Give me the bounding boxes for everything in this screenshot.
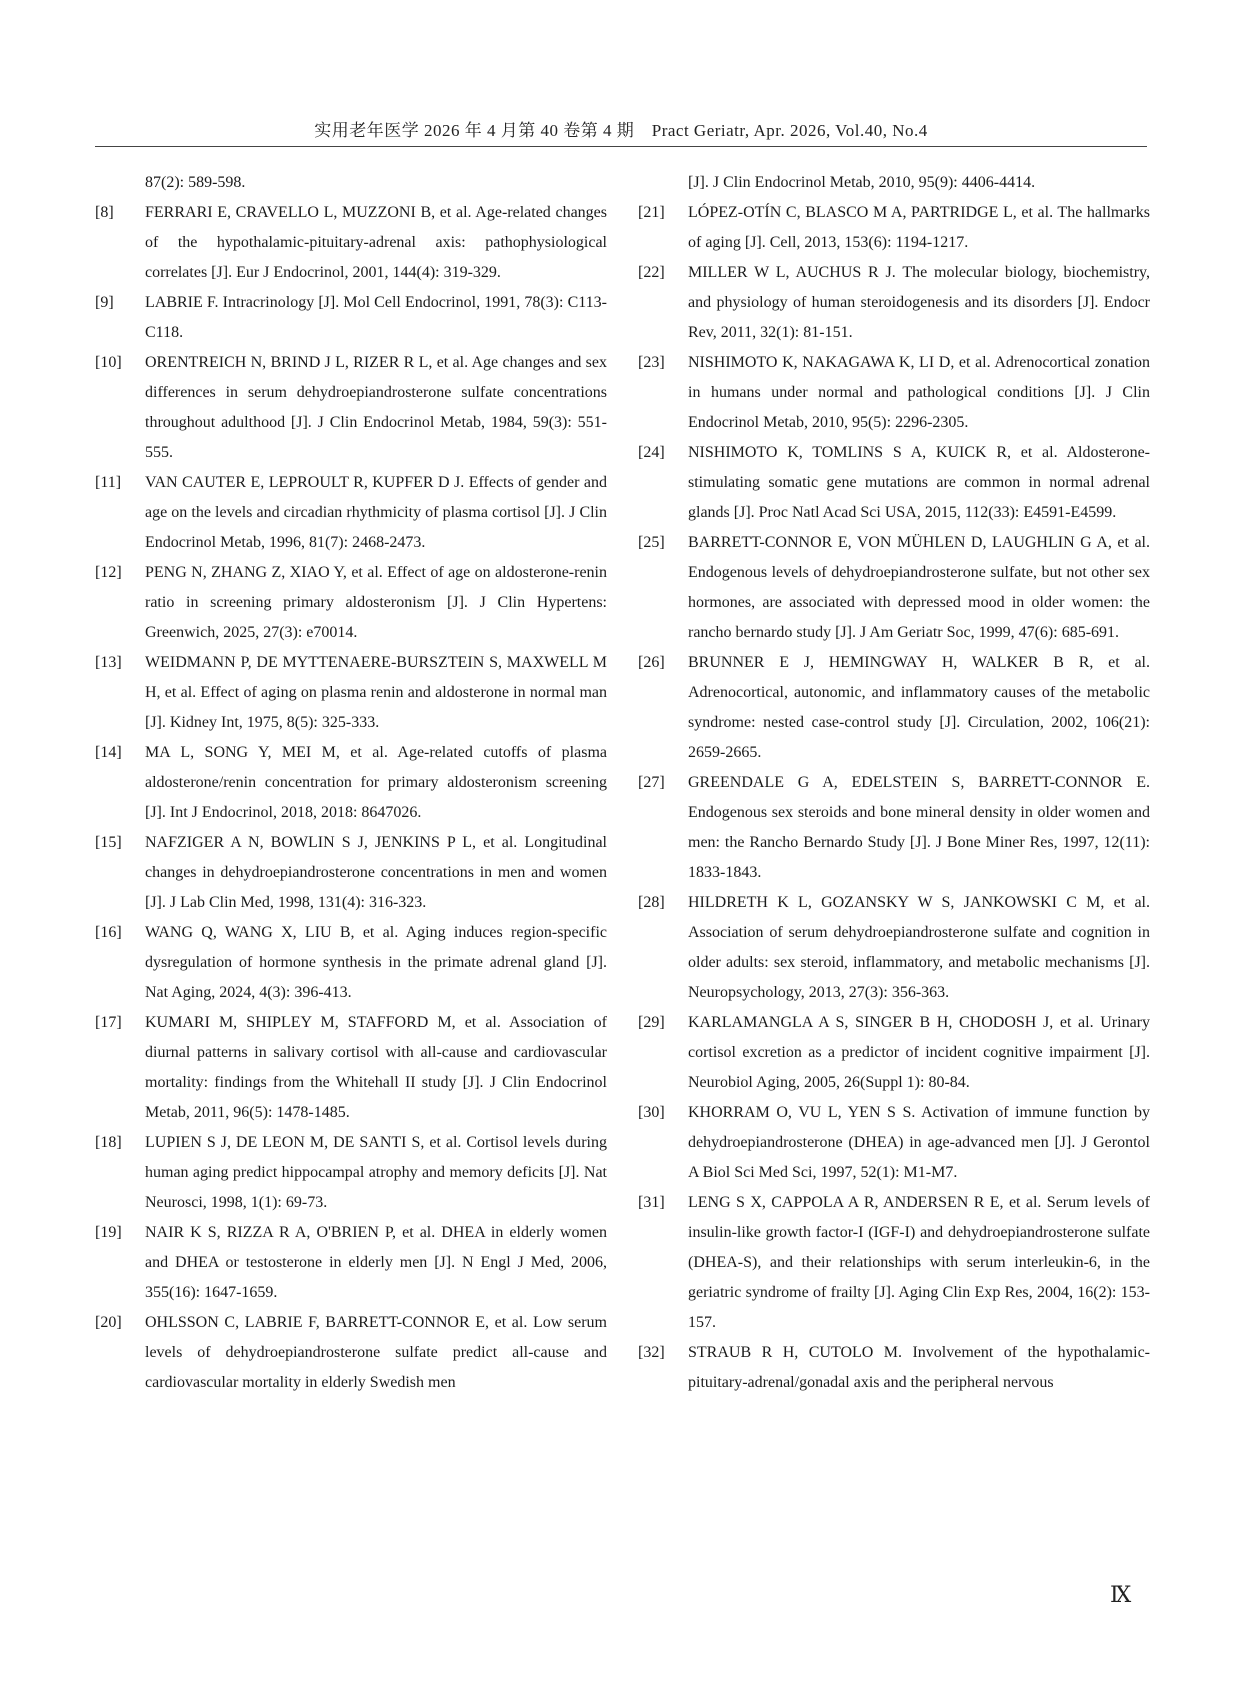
reference-text: MA L, SONG Y, MEI M, et al. Age-related cutoffs of plasma aldosterone/renin concentration for primary aldosteronism screening [J]. Int J Endocrinol, 2018, 2018: 8647026.	[145, 744, 607, 821]
reference-text: OHLSSON C, LABRIE F, BARRETT-CONNOR E, et al. Low serum levels of dehydroepiandrosterone sulfate predict all-cause and cardiovascular mortality in elderly Swedish men	[145, 1314, 607, 1391]
reference-entry	[638, 348, 1150, 438]
reference-entry	[95, 1008, 607, 1128]
reference-number: [13]	[95, 654, 122, 671]
reference-entry	[638, 1338, 1150, 1398]
reference-text: BRUNNER E J, HEMINGWAY H, WALKER B R, et al. Adrenocortical, autonomic, and inflammatory causes of the metabolic syndrome: nested case-control study [J]. Circulation, 2002, 106(21): 2659-2665.	[688, 654, 1150, 761]
reference-entry	[638, 1098, 1150, 1188]
right-column	[638, 168, 1150, 1398]
reference-entry	[638, 1188, 1150, 1338]
reference-number: [22]	[638, 264, 665, 281]
reference-text: 87(2): 589-598.	[145, 174, 246, 191]
reference-text: KHORRAM O, VU L, YEN S S. Activation of immune function by dehydroepiandrosterone (DHEA) in age-advanced men [J]. J Gerontol A Biol Sci Med Sci, 1997, 52(1): M1-M7.	[688, 1104, 1150, 1181]
reference-text: LÓPEZ-OTÍN C, BLASCO M A, PARTRIDGE L, et al. The hallmarks of aging [J]. Cell, 2013, 153(6): 1194-1217.	[688, 204, 1150, 251]
reference-text: KUMARI M, SHIPLEY M, STAFFORD M, et al. Association of diurnal patterns in salivary cortisol with all-cause and cardiovascular mortality: findings from the Whitehall II study [J]. J Clin Endocrinol Metab, 2011, 96(5): 1478-1485.	[145, 1014, 607, 1121]
reference-entry	[638, 198, 1150, 258]
reference-text: NAIR K S, RIZZA R A, O'BRIEN P, et al. DHEA in elderly women and DHEA or testosterone in elderly men [J]. N Engl J Med, 2006, 355(16): 1647-1659.	[145, 1224, 607, 1301]
reference-entry	[95, 918, 607, 1008]
reference-entry	[95, 288, 607, 348]
reference-text: ORENTREICH N, BRIND J L, RIZER R L, et al. Age changes and sex differences in serum dehydroepiandrosterone sulfate concentrations throughout adulthood [J]. J Clin Endocrinol Metab, 1984, 59(3): 551-555.	[145, 354, 607, 461]
reference-text: [J]. J Clin Endocrinol Metab, 2010, 95(9): 4406-4414.	[688, 174, 1036, 191]
reference-number: [14]	[95, 744, 122, 761]
reference-entry	[638, 258, 1150, 348]
reference-entry	[638, 1008, 1150, 1098]
reference-number: [17]	[95, 1014, 122, 1031]
reference-number: [11]	[95, 474, 122, 491]
reference-text: STRAUB R H, CUTOLO M. Involvement of the hypothalamic-pituitary-adrenal/gonadal axis and the peripheral nervous	[688, 1344, 1150, 1391]
reference-number: [16]	[95, 924, 122, 941]
reference-number: [24]	[638, 444, 665, 461]
reference-number: [9]	[95, 294, 114, 311]
reference-number: [23]	[638, 354, 665, 371]
page-number: Ⅸ	[1110, 1582, 1132, 1607]
reference-entry	[95, 168, 607, 198]
reference-entry	[95, 1128, 607, 1218]
reference-text: FERRARI E, CRAVELLO L, MUZZONI B, et al. Age-related changes of the hypothalamic-pituitary-adrenal axis: pathophysiological correlates [J]. Eur J Endocrinol, 2001, 144(4): 319-329.	[145, 204, 607, 281]
reference-entry	[95, 828, 607, 918]
reference-number: [28]	[638, 894, 665, 911]
reference-text: NISHIMOTO K, TOMLINS S A, KUICK R, et al. Aldosterone-stimulating somatic gene mutations are common in normal adrenal glands [J]. Proc Natl Acad Sci USA, 2015, 112(33): E4591-E4599.	[688, 444, 1150, 521]
reference-entry	[638, 648, 1150, 768]
reference-number: [29]	[638, 1014, 665, 1031]
reference-number: [18]	[95, 1134, 122, 1151]
reference-number: [26]	[638, 654, 665, 671]
reference-text: PENG N, ZHANG Z, XIAO Y, et al. Effect of age on aldosterone-renin ratio in screening primary aldosteronism [J]. J Clin Hypertens: Greenwich, 2025, 27(3): e70014.	[145, 564, 607, 641]
reference-text: WEIDMANN P, DE MYTTENAERE-BURSZTEIN S, MAXWELL M H, et al. Effect of aging on plasma renin and aldosterone in normal man [J]. Kidney Int, 1975, 8(5): 325-333.	[145, 654, 607, 731]
reference-text: KARLAMANGLA A S, SINGER B H, CHODOSH J, et al. Urinary cortisol excretion as a predictor of incident cognitive impairment [J]. Neurobiol Aging, 2005, 26(Suppl 1): 80-84.	[688, 1014, 1150, 1091]
reference-entry	[638, 768, 1150, 888]
reference-entry	[638, 888, 1150, 1008]
reference-entry	[95, 198, 607, 288]
reference-entry	[95, 348, 607, 468]
reference-number: [30]	[638, 1104, 665, 1121]
reference-text: VAN CAUTER E, LEPROULT R, KUPFER D J. Effects of gender and age on the levels and circadian rhythmicity of plasma cortisol [J]. J Clin Endocrinol Metab, 1996, 81(7): 2468-2473.	[145, 474, 607, 551]
reference-text: LUPIEN S J, DE LEON M, DE SANTI S, et al. Cortisol levels during human aging predict hippocampal atrophy and memory deficits [J]. Nat Neurosci, 1998, 1(1): 69-73.	[145, 1134, 607, 1211]
reference-text: GREENDALE G A, EDELSTEIN S, BARRETT-CONNOR E. Endogenous sex steroids and bone mineral density in older women and men: the Rancho Bernardo Study [J]. J Bone Miner Res, 1997, 12(11): 1833-1843.	[688, 774, 1150, 881]
reference-number: [10]	[95, 354, 122, 371]
reference-text: MILLER W L, AUCHUS R J. The molecular biology, biochemistry, and physiology of human steroidogenesis and its disorders [J]. Endocr Rev, 2011, 32(1): 81-151.	[688, 264, 1150, 341]
reference-text: BARRETT-CONNOR E, VON MÜHLEN D, LAUGHLIN G A, et al. Endogenous levels of dehydroepiandrosterone sulfate, but not other sex hormones, are associated with depressed mood in older women: the rancho bernardo study [J]. J Am Geriatr Soc, 1999, 47(6): 685-691.	[688, 534, 1150, 641]
reference-number: [27]	[638, 774, 665, 791]
running-header: 实用老年医学 2026 年 4 月第 40 卷第 4 期 Pract Geriatr, Apr. 2026, Vol.40, No.4	[314, 121, 928, 140]
reference-text: NISHIMOTO K, NAKAGAWA K, LI D, et al. Adrenocortical zonation in humans under normal and pathological conditions [J]. J Clin Endocrinol Metab, 2010, 95(5): 2296-2305.	[688, 354, 1150, 431]
reference-number: [20]	[95, 1314, 122, 1331]
reference-number: [19]	[95, 1224, 122, 1241]
reference-entry	[638, 528, 1150, 648]
reference-text: LENG S X, CAPPOLA A R, ANDERSEN R E, et al. Serum levels of insulin-like growth factor-I (IGF-I) and dehydroepiandrosterone sulfate (DHEA-S), and their relationships with serum interleukin-6, in the geriatric syndrome of frailty [J]. Aging Clin Exp Res, 2004, 16(2): 153-157.	[688, 1194, 1150, 1331]
reference-number: [12]	[95, 564, 122, 581]
reference-text: NAFZIGER A N, BOWLIN S J, JENKINS P L, et al. Longitudinal changes in dehydroepiandrosterone concentrations in men and women [J]. J Lab Clin Med, 1998, 131(4): 316-323.	[145, 834, 607, 911]
reference-text: LABRIE F. Intracrinology [J]. Mol Cell Endocrinol, 1991, 78(3): C113-C118.	[145, 294, 607, 341]
reference-entry	[95, 738, 607, 828]
reference-number: [32]	[638, 1344, 665, 1361]
reference-number: [25]	[638, 534, 665, 551]
reference-entry	[95, 648, 607, 738]
reference-text: WANG Q, WANG X, LIU B, et al. Aging induces region-specific dysregulation of hormone synthesis in the primate adrenal gland [J]. Nat Aging, 2024, 4(3): 396-413.	[145, 924, 607, 1001]
reference-number: [8]	[95, 204, 114, 221]
reference-entry	[95, 1308, 607, 1398]
reference-number: [21]	[638, 204, 665, 221]
reference-text: HILDRETH K L, GOZANSKY W S, JANKOWSKI C M, et al. Association of serum dehydroepiandrosterone sulfate and cognition in older adults: sex steroid, inflammatory, and metabolic mechanisms [J]. Neuropsychology, 2013, 27(3): 356-363.	[688, 894, 1150, 1001]
reference-entry	[95, 558, 607, 648]
reference-entry	[638, 438, 1150, 528]
reference-number: [31]	[638, 1194, 665, 1211]
left-column	[95, 168, 607, 1398]
reference-entry	[95, 1218, 607, 1308]
reference-entry	[638, 168, 1150, 198]
header-rule	[95, 146, 1147, 147]
reference-number: [15]	[95, 834, 122, 851]
reference-entry	[95, 468, 607, 558]
